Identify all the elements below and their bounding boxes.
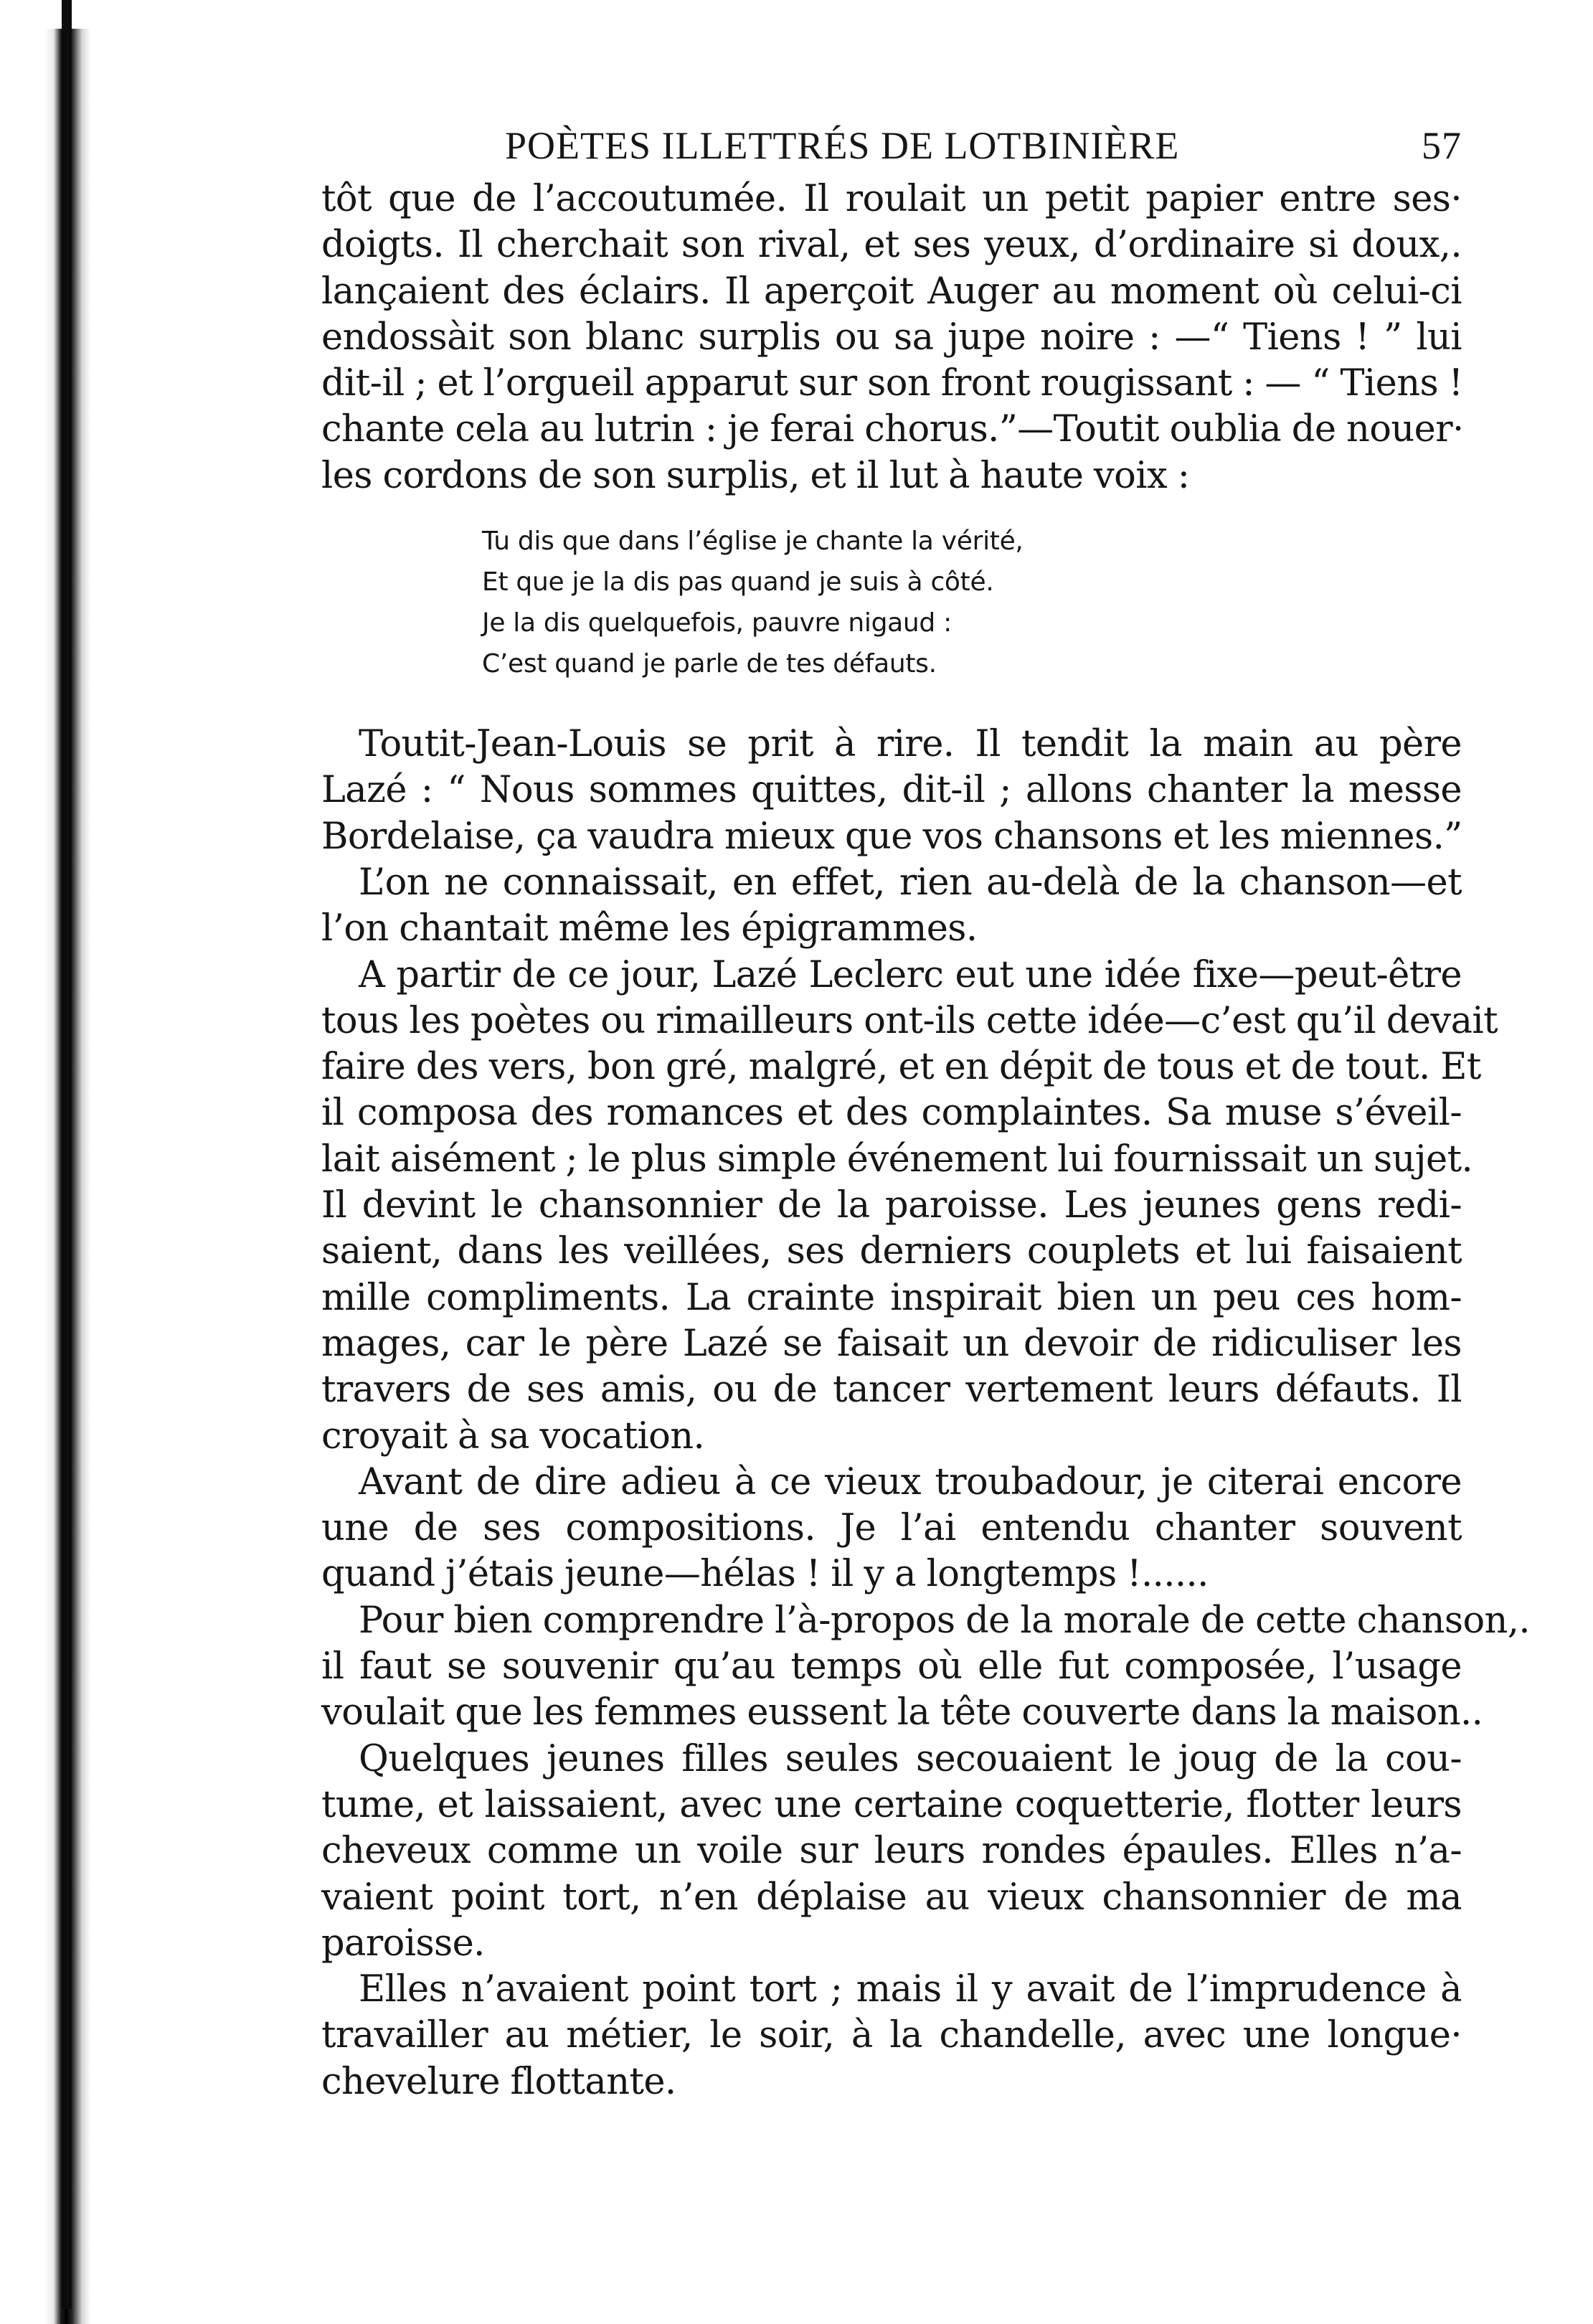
paragraph xyxy=(321,953,1498,1460)
text-line: Il devint le chansonnier de la paroisse. Les jeunes gens redi- xyxy=(321,1184,1462,1227)
text-line: chevelure flottante. xyxy=(321,2060,676,2103)
text-line: Bordelaise, ça vaudra mieux que vos chansons et les miennes.” xyxy=(321,815,1462,858)
text-line: Pour bien comprendre l’à-propos de la morale de cette chanson,. xyxy=(359,1599,1531,1642)
text-line: paroisse. xyxy=(321,1922,485,1965)
text-line: A partir de ce jour, Lazé Leclerc eut une idée fixe—peut-être xyxy=(359,953,1462,996)
text-line: il composa des romances et des complaintes. Sa muse s’éveil- xyxy=(321,1092,1462,1135)
text-line: une de ses compositions. Je l’ai entendu chanter souvent xyxy=(321,1507,1462,1550)
text-line: quand j’étais jeune—hélas ! il y a longtemps !...... xyxy=(321,1553,1209,1596)
page-number: 57 xyxy=(1422,124,1462,167)
text-line: travers de ses amis, ou de tancer vertement leurs défauts. Il xyxy=(321,1369,1462,1412)
text-line: dit-il ; et l’orgueil apparut sur son front rougissant : — “ Tiens ! xyxy=(321,362,1463,405)
text-line: les cordons de son surplis, et il lut à haute voix : xyxy=(321,454,1190,497)
text-line: Quelques jeunes filles seules secouaient le joug de la cou- xyxy=(359,1737,1462,1780)
text-line: mages, car le père Lazé se faisait un devoir de ridiculiser les xyxy=(321,1322,1462,1365)
text-line: vaient point tort, n’en déplaise au vieux chansonnier de ma xyxy=(321,1876,1462,1919)
text-line: tôt que de l’accoutumée. Il roulait un petit papier entre ses· xyxy=(321,178,1462,220)
text-line: lançaient des éclairs. Il aperçoit Auger au moment où celui-ci xyxy=(321,270,1462,313)
text-line: voulait que les femmes eussent la tête couverte dans la maison.. xyxy=(321,1691,1483,1734)
text-line: cheveux comme un voile sur leurs rondes épaules. Elles n’a- xyxy=(321,1830,1462,1873)
text-line: lait aisément ; le plus simple événement lui fournissait un sujet. xyxy=(321,1138,1473,1181)
binding-edge-line xyxy=(62,0,72,2309)
paragraph xyxy=(321,1460,1462,1598)
poem-verse: Je la dis quelquefois, pauvre nigaud : xyxy=(482,608,952,638)
book-page xyxy=(321,115,1531,2105)
text-line: croyait à sa vocation. xyxy=(321,1414,705,1458)
text-line: tume, et laissaient, avec une certaine coquetterie, flotter leurs xyxy=(321,1783,1462,1826)
paragraph xyxy=(321,1967,1462,2105)
text-line: Toutit-Jean-Louis se prit à rire. Il tendit la main au père xyxy=(359,723,1462,766)
text-line: faire des vers, bon gré, malgré, et en dépit de tous et de tout. Et xyxy=(321,1046,1481,1089)
text-line: il faut se souvenir qu’au temps où elle fut composée, l’usage xyxy=(321,1645,1462,1688)
text-line: saient, dans les veillées, ses derniers couplets et lui faisaient xyxy=(321,1230,1462,1273)
paragraph xyxy=(321,1598,1531,1967)
text-line: tous les poètes ou rimailleurs ont-ils cette idée—c’est qu’il devait xyxy=(321,999,1498,1042)
text-line: endossàit son blanc surplis ou sa jupe noire : —“ Tiens ! ” lui xyxy=(321,316,1462,359)
text-line: Lazé : “ Nous sommes quittes, dit-il ; allons chanter la messe xyxy=(321,769,1462,812)
poem-verse: Tu dis que dans l’église je chante la vérité, xyxy=(482,526,1024,557)
poem-verse: C’est quand je parle de tes défauts. xyxy=(482,649,937,679)
text-line: mille compliments. La crainte inspirait bien un peu ces hom- xyxy=(321,1276,1462,1319)
poem-verse: Et que je la dis pas quand je suis à côté. xyxy=(482,567,994,597)
text-line: travailler au métier, le soir, à la chandelle, avec une longue· xyxy=(321,2014,1462,2057)
text-line: chante cela au lutrin : je ferai chorus.”—Toutit oublia de nouer· xyxy=(321,408,1464,451)
paragraph xyxy=(321,860,1462,953)
running-head xyxy=(321,115,1462,176)
running-head-title: POÈTES ILLETTRÉS DE LOTBINIÈRE xyxy=(505,124,1180,167)
epigram-poem xyxy=(482,521,1462,684)
text-line: doigts. Il cherchait son rival, et ses yeux, d’ordinaire si doux,. xyxy=(321,224,1462,267)
paragraph-continued xyxy=(321,176,1462,499)
text-line: l’on chantait même les épigrammes. xyxy=(321,907,978,950)
text-line: L’on ne connaissait, en effet, rien au-delà de la chanson—et xyxy=(359,861,1462,904)
text-line: Avant de dire adieu à ce vieux troubadour, je citerai encore xyxy=(359,1460,1462,1503)
paragraph xyxy=(321,722,1462,860)
text-line: Elles n’avaient point tort ; mais il y avait de l’imprudence à xyxy=(359,1968,1462,2011)
